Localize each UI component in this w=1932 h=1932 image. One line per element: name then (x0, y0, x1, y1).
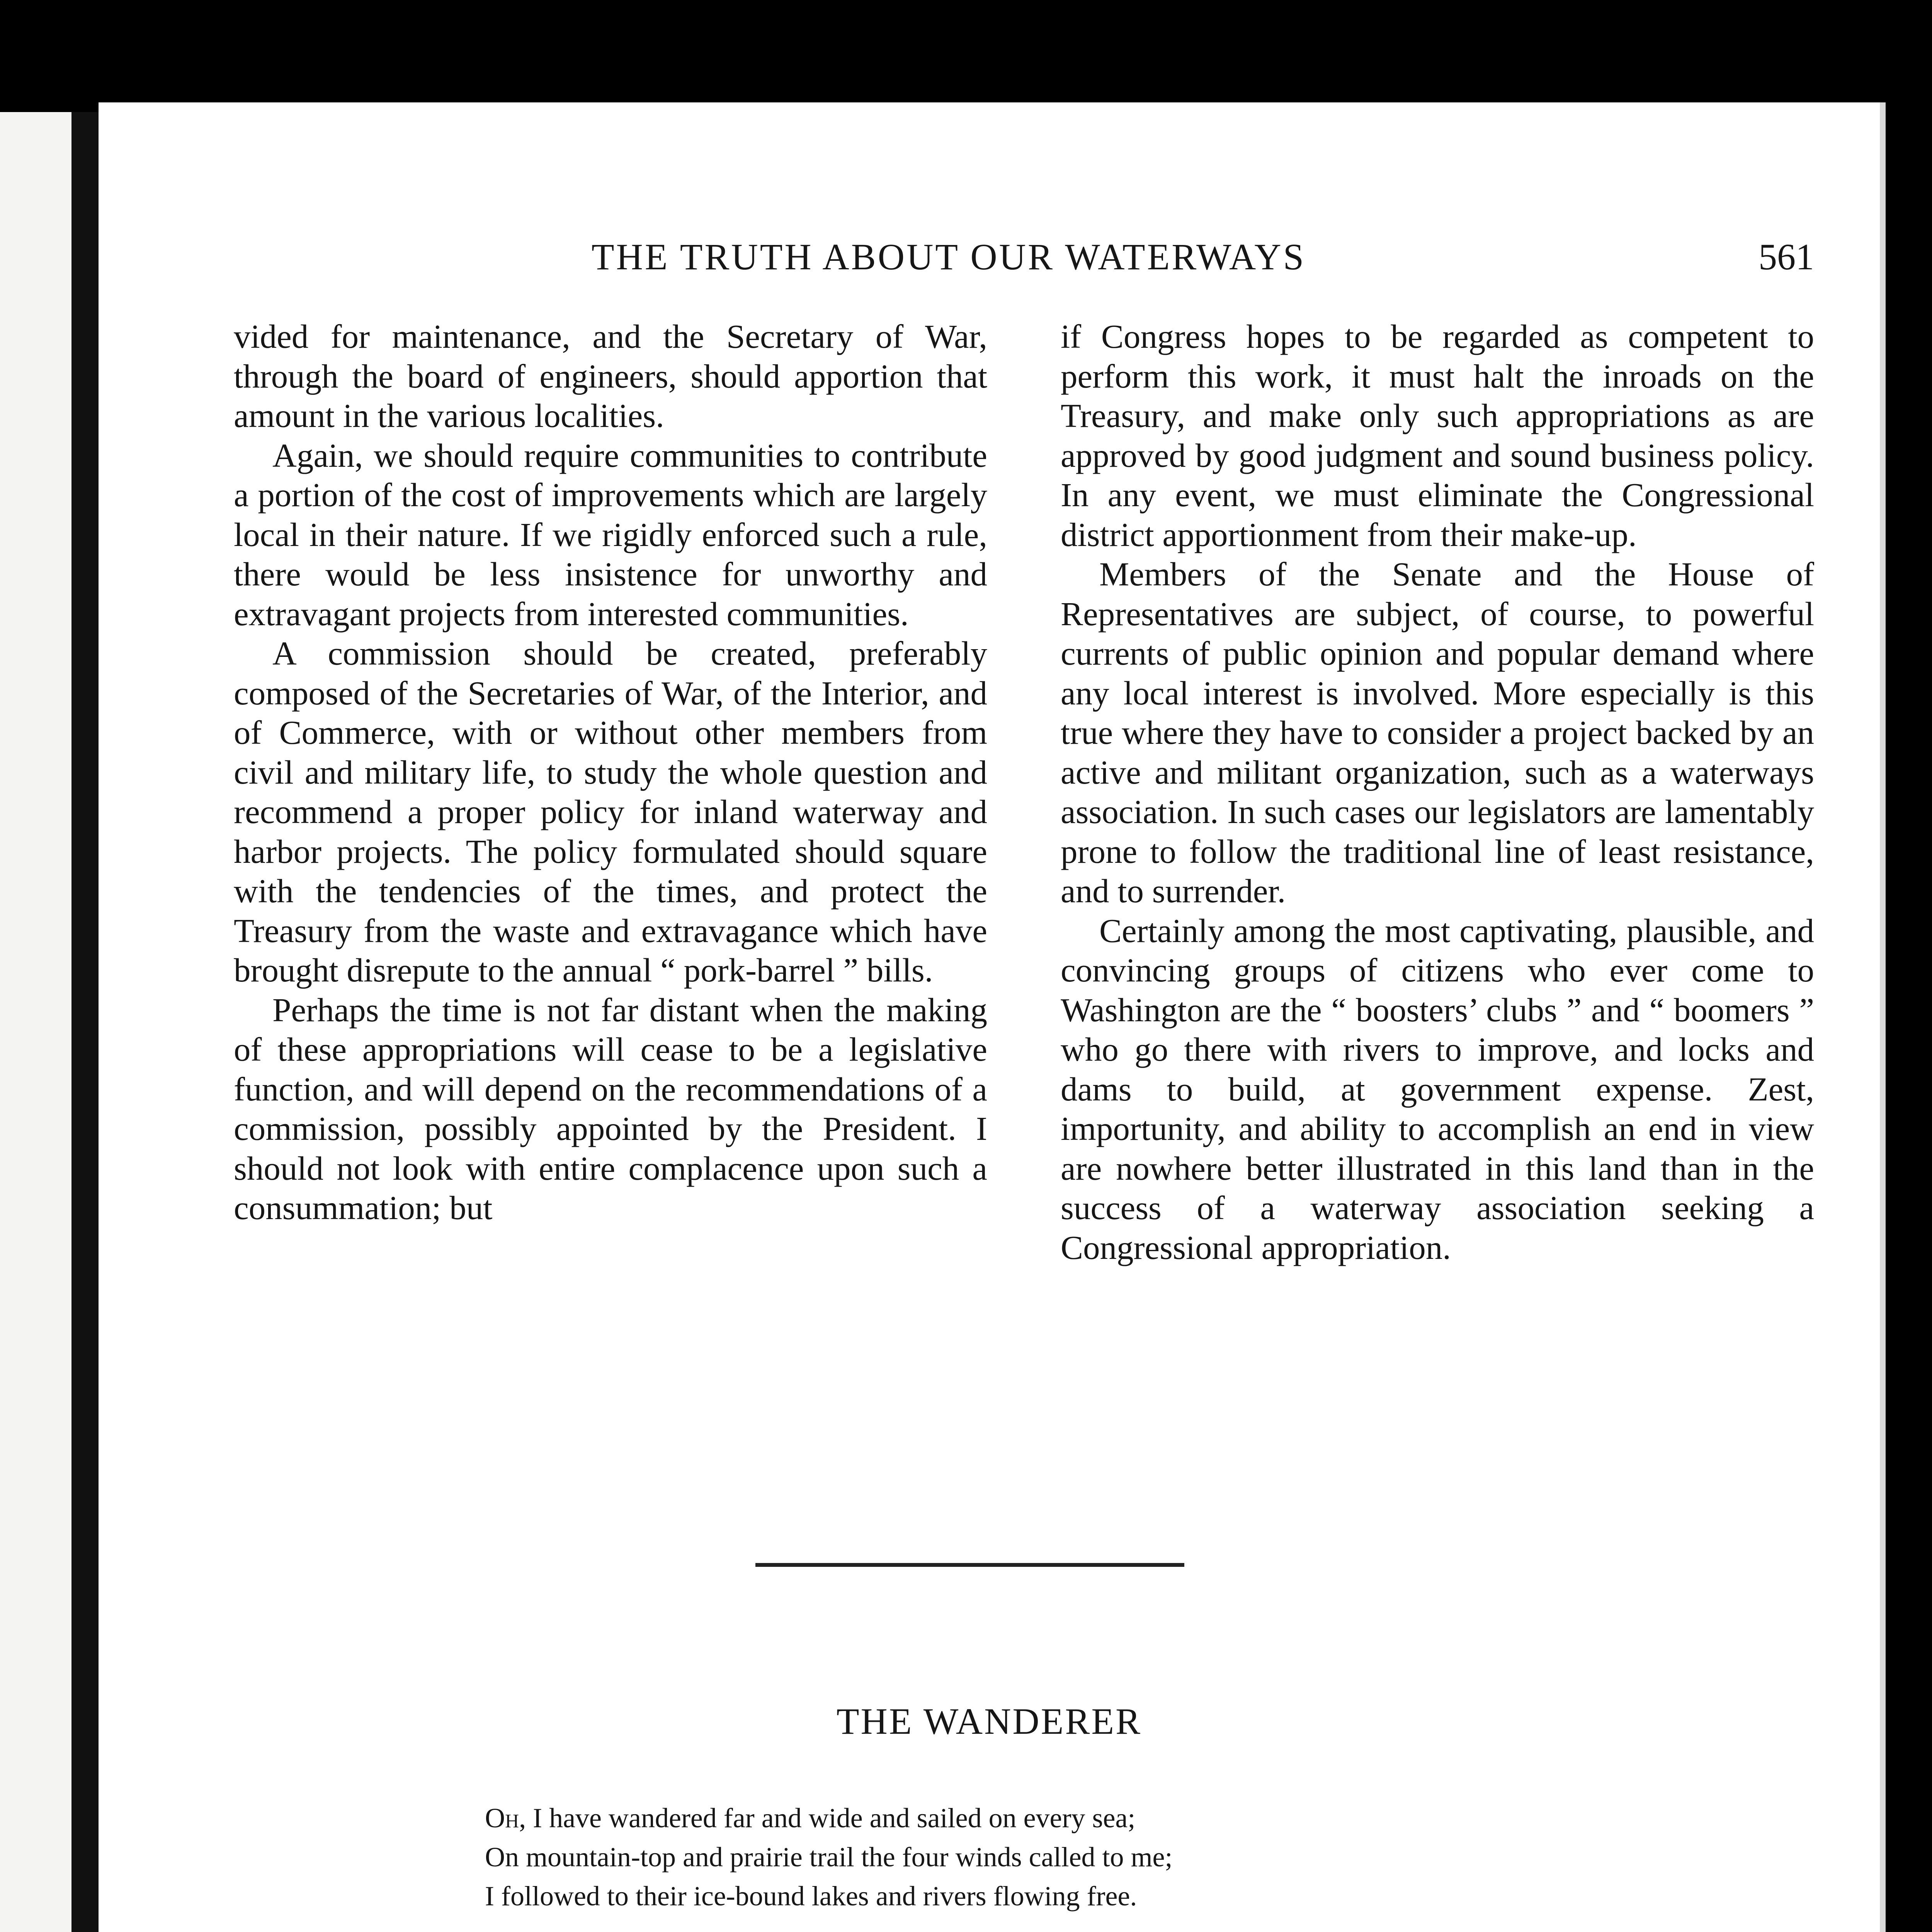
right-column (1061, 317, 1814, 1267)
poem-title: THE WANDERER (836, 1701, 1142, 1742)
verse-line (485, 1799, 1760, 1838)
article-body (234, 317, 1814, 1267)
left-column (234, 317, 987, 1267)
paragraph: Perhaps the time is not far distant when the making of these appropriations will cease to be a legislative function, and will depend on the recommendations of a commission, possibly appointed by the President. I should not look with entire complacence upon such a consummation; but (234, 991, 987, 1226)
book-page (99, 102, 1880, 1932)
paragraph: Certainly among the most captivating, plausible, and convincing groups of citizens who ever come to Washington are the “ boosters’ clubs ” and “ boomers ” who go there with rivers to improve, and locks and dams to build, at government expense. Zest, importunity, and ability to accomplish an end in view are nowhere better illustrated in this land than in the success of a waterway association seeking a Congressional appropriation. (1061, 912, 1814, 1266)
stanza (485, 1799, 1760, 1916)
verse-line: I followed to their ice-bound lakes and rivers flowing free. (485, 1881, 1137, 1912)
paragraph: A commission should be created, preferably composed of the Secretaries of War, of the Interior, and of Commerce, with or without other members from civil and military life, to study the whole question and recommend a proper policy for inland waterway and harbor projects. The policy formulated should square with the tendencies of the times, and protect the Treasury from the waste and extravagance which have brought disrepute to the annual “ pork-barrel ” bills. (234, 634, 987, 989)
drop-word: Oh (485, 1803, 519, 1833)
running-title: THE TRUTH ABOUT OUR WATERWAYS (591, 236, 1306, 277)
paragraph: vided for maintenance, and the Secretary of War, through the board of engineers, should apportion that amount in the various localities. (234, 318, 987, 434)
verse-line-rest: , I have wandered far and wide and sailed on every sea; (519, 1803, 1136, 1833)
page-header (234, 234, 1814, 280)
section-divider (755, 1563, 1184, 1567)
facing-page-edge (0, 112, 71, 1932)
page-number: 561 (1759, 236, 1814, 277)
paragraph: Again, we should require communities to contribute a portion of the cost of improvements which are largely local in their nature. If we rigidly enforced such a rule, there would be less insistence for unworthy and extravagant projects from interested communities. (234, 436, 987, 633)
verse-line: On mountain-top and prairie trail the four winds called to me; (485, 1842, 1173, 1872)
paragraph: if Congress hopes to be regarded as competent to perform this work, it must halt the inroads on the Treasury, and make only such appropriations as are approved by good judgment and sound business policy. In any event, we must eliminate the Congressional district apportionment from their make-up. (1061, 318, 1814, 553)
paragraph: Members of the Senate and the House of Representatives are subject, of course, to powerful currents of public opinion and popular demand where any local interest is involved. More especially is this true where they have to consider a project backed by an active and militant organization, such as a waterways association. In such cases our legislators are lamentably prone to follow the traditional line of least resistance, and to surrender. (1061, 555, 1814, 910)
book-gutter (71, 112, 99, 1932)
poem (485, 1799, 1760, 1932)
